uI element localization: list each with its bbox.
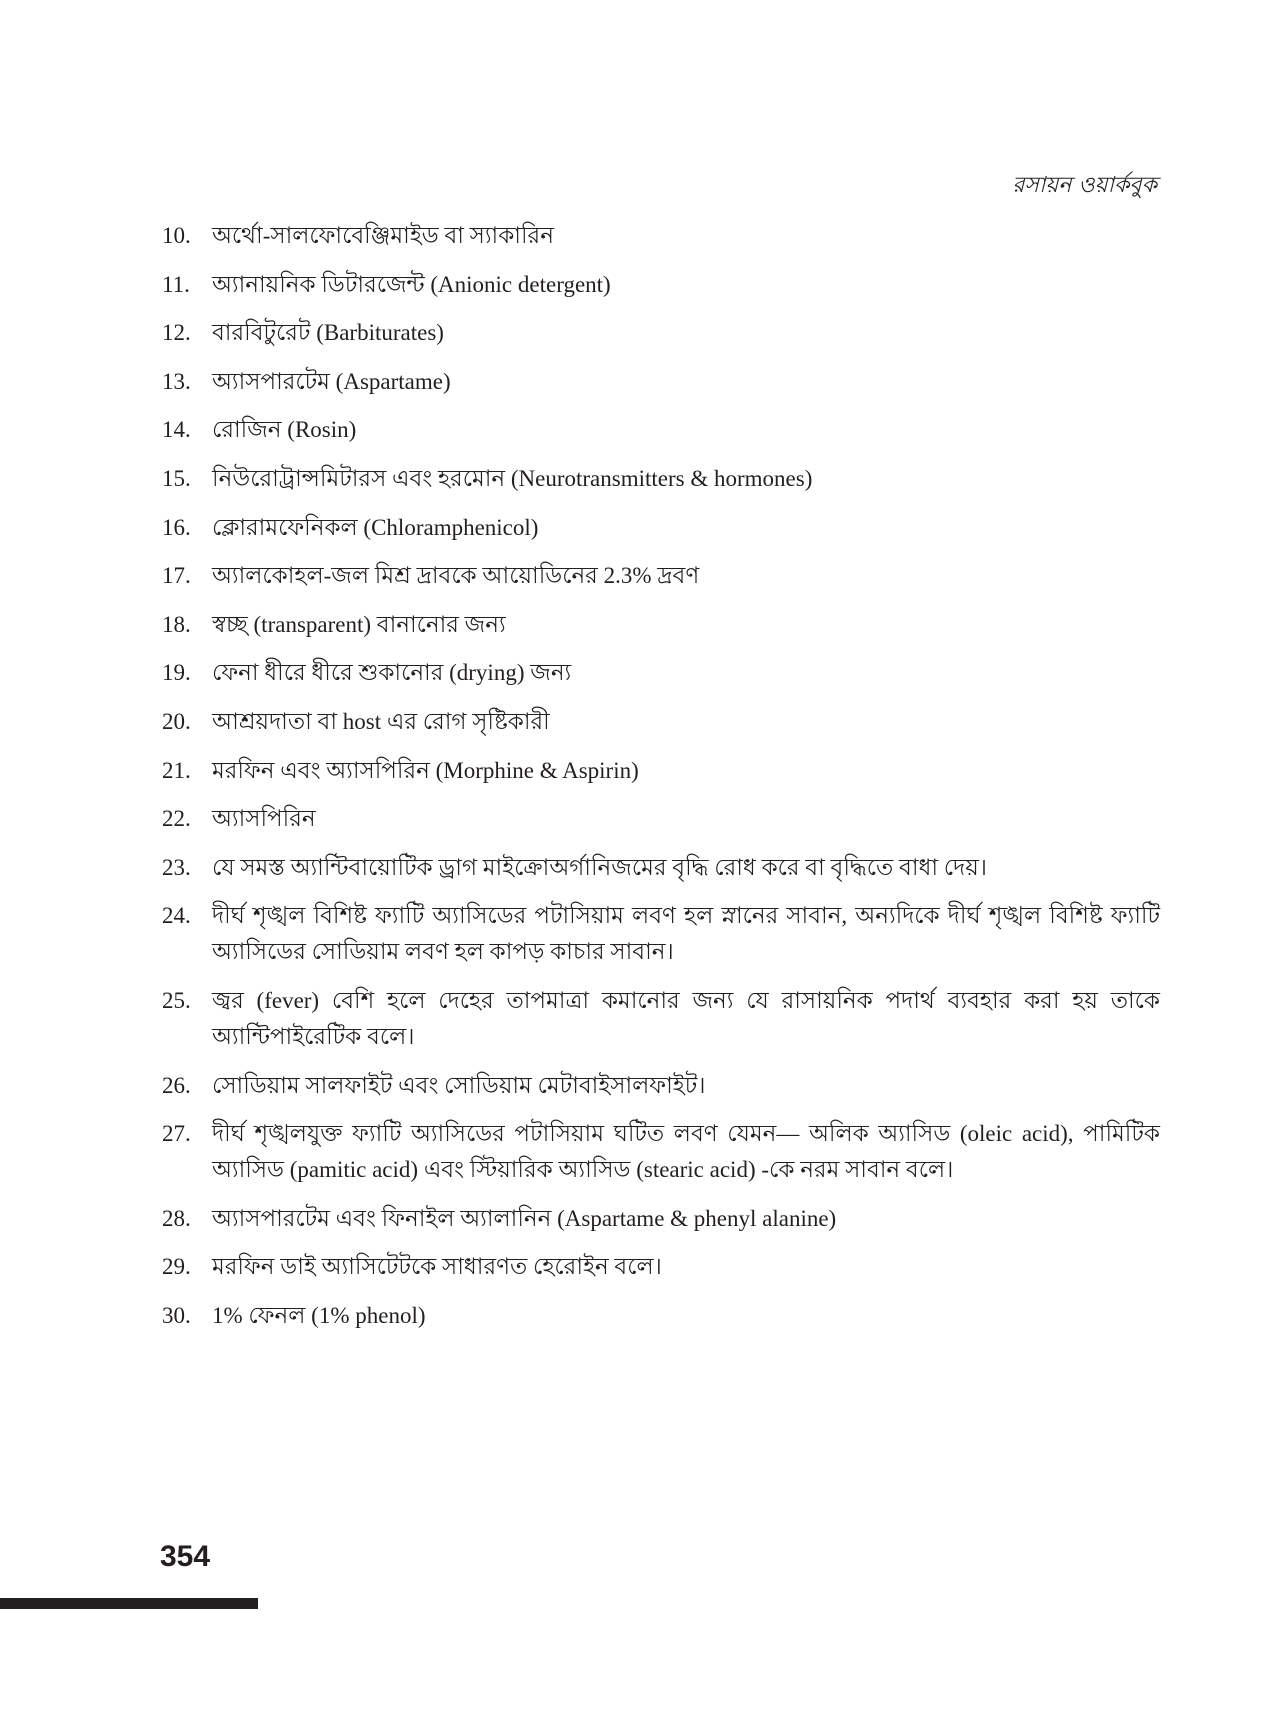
answer-number: 21. [162, 757, 191, 783]
answer-item [162, 1116, 1160, 1188]
answer-text: ক্লোরামফেনিকল (Chloramphenicol) [212, 514, 539, 540]
answer-text: বারবিটুরেট (Barbiturates) [212, 320, 444, 346]
answer-number: 26. [162, 1072, 191, 1098]
answer-number: 10. [162, 223, 191, 248]
answer-text: জ্বর (fever) বেশি হলে দেহের তাপমাত্রা কমানোর জন্য যে রাসায়নিক পদার্থ ব্যবহার করা হয় তাকে অ্যান্টিপাইরেটিক বলে। [212, 987, 1160, 1049]
answer-list [162, 218, 1160, 1346]
answer-item [162, 983, 1160, 1055]
answer-number: 11. [162, 271, 190, 297]
answer-text: নিউরোট্রান্সমিটারস এবং হরমোন (Neurotransmitters & hormones) [212, 465, 813, 491]
answer-number: 23. [162, 854, 191, 880]
page-number: 354 [160, 1540, 211, 1573]
answer-number: 27. [162, 1121, 191, 1147]
answer-text: অর্থো-সালফোবেঞ্জিমাইড বা স্যাকারিন [212, 223, 554, 248]
answer-item [162, 898, 1160, 970]
answer-number: 17. [162, 563, 191, 589]
answer-item [162, 607, 1160, 643]
answer-text: স্বচ্ছ (transparent) বানানোর জন্য [212, 611, 506, 637]
answer-item [162, 704, 1160, 740]
answer-text: অ্যাসপারটেম এবং ফিনাইল অ্যালানিন (Aspartame & phenyl alanine) [212, 1205, 837, 1231]
answer-item [162, 655, 1160, 691]
answer-number: 18. [162, 611, 191, 637]
answer-text: অ্যানায়নিক ডিটারজেন্ট (Anionic detergent) [212, 271, 611, 297]
answer-number: 16. [162, 514, 191, 540]
answer-item [162, 1298, 1160, 1334]
answer-number: 14. [162, 417, 191, 443]
answer-item [162, 801, 1160, 837]
answer-item [162, 510, 1160, 546]
answer-text: মরফিন এবং অ্যাসপিরিন (Morphine & Aspirin) [212, 757, 639, 783]
answer-text: অ্যাসপারটেম (Aspartame) [212, 368, 451, 394]
answer-text: আশ্রয়দাতা বা host এর রোগ সৃষ্টিকারী [212, 708, 550, 734]
answer-item [162, 364, 1160, 400]
answer-number: 24. [162, 903, 191, 929]
answer-item [162, 1068, 1160, 1104]
answer-item [162, 1201, 1160, 1237]
answer-item [162, 461, 1160, 497]
answer-number: 19. [162, 660, 191, 686]
running-header: রসায়ন ওয়ার্কবুক [1012, 173, 1157, 198]
footer-bar [0, 1598, 258, 1609]
answer-text: যে সমস্ত অ্যান্টিবায়োটিক ড্রাগ মাইক্রোঅর্গানিজমের বৃদ্ধি রোধ করে বা বৃদ্ধিতে বাধা দেয়। [212, 854, 987, 880]
answer-item [162, 267, 1160, 303]
answer-item [162, 412, 1160, 448]
answer-number: 22. [162, 806, 191, 832]
answer-text: মরফিন ডাই অ্যাসিটেটকে সাধারণত হেরোইন বলে। [212, 1254, 662, 1280]
answer-number: 15. [162, 465, 191, 491]
answer-text: 1% ফেনল (1% phenol) [212, 1302, 426, 1328]
answer-item [162, 850, 1160, 886]
answer-number: 25. [162, 987, 191, 1013]
answer-item [162, 1249, 1160, 1285]
answer-number: 30. [162, 1302, 191, 1328]
answer-text: অ্যালকোহল-জল মিশ্র দ্রাবকে আয়োডিনের 2.3% দ্রবণ [212, 563, 700, 589]
answer-item [162, 558, 1160, 594]
answer-text: রোজিন (Rosin) [212, 417, 357, 443]
answer-item [162, 753, 1160, 789]
answer-text: সোডিয়াম সালফাইট এবং সোডিয়াম মেটাবাইসালফাইট। [212, 1072, 706, 1098]
answer-item [162, 315, 1160, 351]
answer-number: 13. [162, 368, 191, 394]
answer-number: 12. [162, 320, 191, 346]
answer-number: 28. [162, 1205, 191, 1231]
answer-item [162, 218, 1160, 254]
answer-number: 20. [162, 708, 191, 734]
answer-text: দীর্ঘ শৃঙ্খল বিশিষ্ট ফ্যাটি অ্যাসিডের পটাসিয়াম লবণ হল স্নানের সাবান, অন্যদিকে দীর্ঘ শৃঙ্খল বিশিষ্ট ফ্যাটি অ্যাসিডের সোডিয়াম লবণ হল কাপড় কাচার সাবান। [212, 903, 1160, 965]
answer-number: 29. [162, 1254, 191, 1280]
answer-text: অ্যাসপিরিন [212, 806, 316, 832]
answer-text: দীর্ঘ শৃঙ্খলযুক্ত ফ্যাটি অ্যাসিডের পটাসিয়াম ঘটিত লবণ যেমন— অলিক অ্যাসিড (oleic acid), পামিটিক অ্যাসিড (pamitic acid) এবং স্টিয়ারিক অ্যাসিড (stearic acid) -কে নরম সাবান বলে। [212, 1121, 1160, 1183]
answer-text: ফেনা ধীরে ধীরে শুকানোর (drying) জন্য [212, 660, 572, 686]
